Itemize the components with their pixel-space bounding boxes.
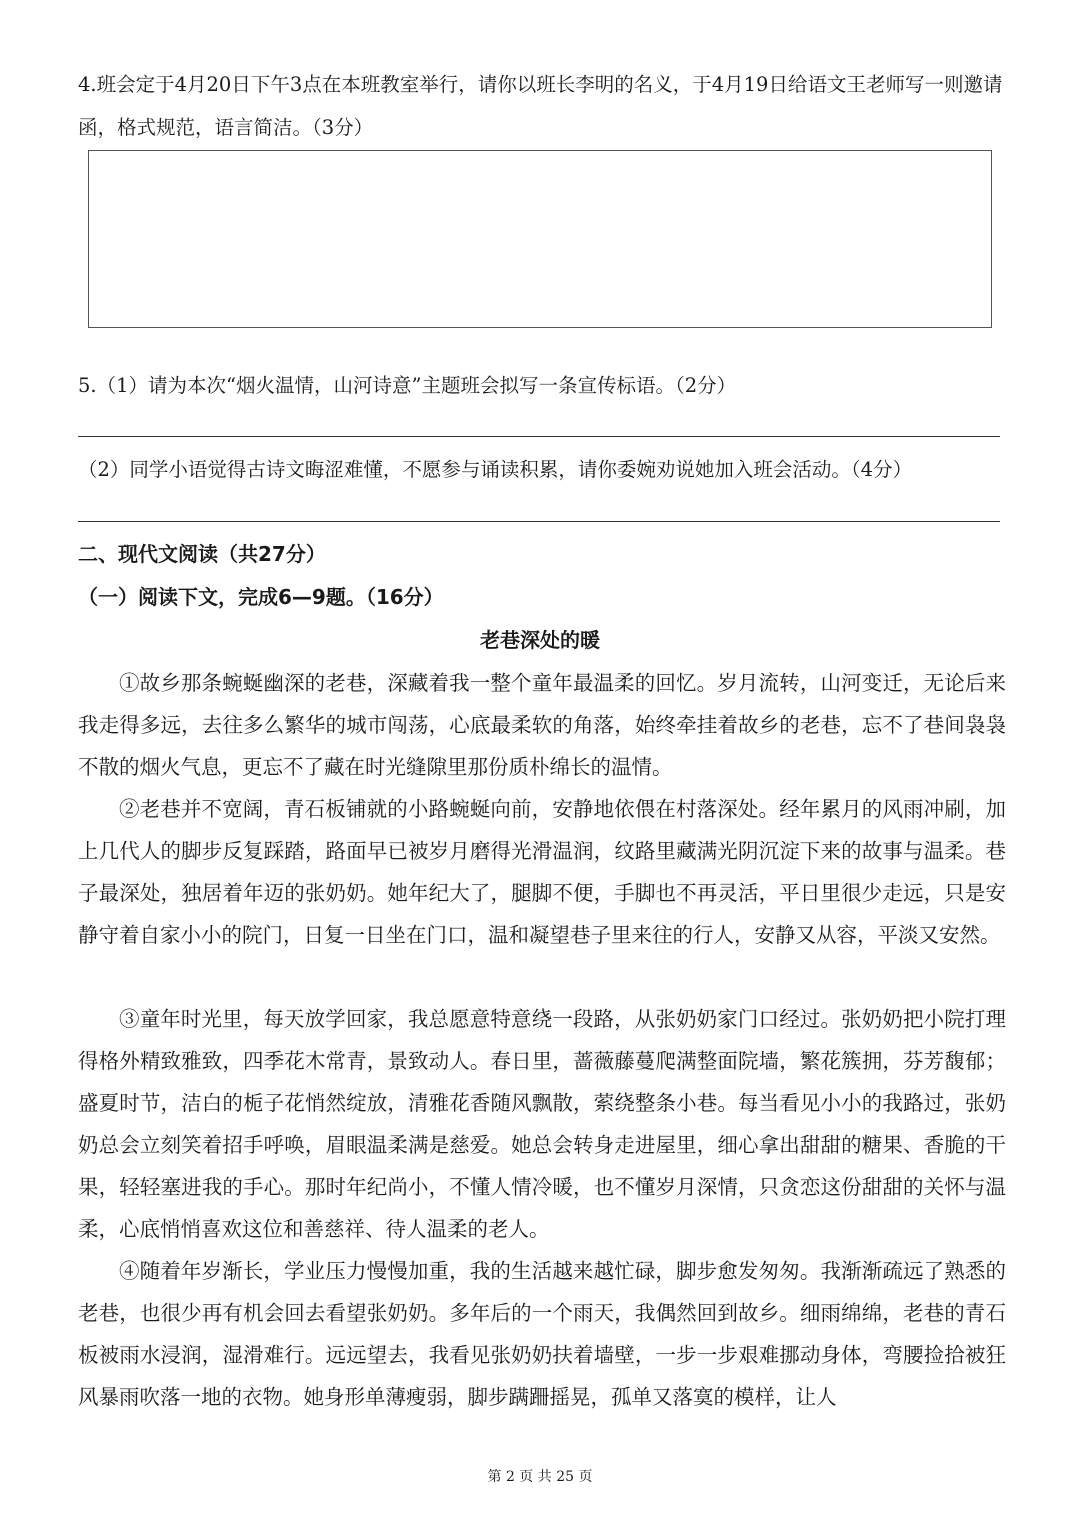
article-paragraph-4: ④随着年岁渐长，学业压力慢慢加重，我的生活越来越忙碌，脚步愈发匆匆。我渐渐疏远了熟悉的老巷，也很少再有机会回去看望张奶奶。多年后的一个雨天，我偶然回到故乡。细雨绵绵，老巷的青石板被雨水浸润，湿滑难行。远远望去，我看见张奶奶扶着墙壁，一步一步艰难挪动身体，弯腰捡拾被狂风暴雨吹落一地的衣物。她身形单薄瘦弱，脚步蹒跚摇晃，孤单又落寞的模样，让人 bbox=[78, 1259, 1006, 1409]
question-4: 4.班会定于4月20日下午3点在本班教室举行，请你以班长李明的名义，于4月19日给语文王老师写一则邀请函，格式规范，语言简洁。（3分） bbox=[78, 73, 1003, 139]
answer-line-question-5-part-2[interactable] bbox=[78, 521, 1000, 522]
answer-line-question-5-part-1[interactable] bbox=[78, 436, 1000, 437]
question-5-part-2: （2）同学小语觉得古诗文晦涩难懂，不愿参与诵读积累，请你委婉劝说她加入班会活动。（4分） bbox=[78, 458, 913, 481]
section-heading: 二、现代文阅读（共27分） bbox=[78, 542, 326, 566]
question-5-part-1: 5.（1）请为本次“烟火温情，山河诗意”主题班会拟写一条宣传标语。（2分） bbox=[78, 374, 737, 397]
article-paragraph-3: ③童年时光里，每天放学回家，我总愿意特意绕一段路，从张奶奶家门口经过。张奶奶把小院打理得格外精致雅致，四季花木常青，景致动人。春日里，蔷薇藤蔓爬满整面院墙，繁花簇拥，芬芳馥郁；盛夏时节，洁白的栀子花悄然绽放，清雅花香随风飘散，萦绕整条小巷。每当看见小小的我路过，张奶奶总会立刻笑着招手呼唤，眉眼温柔满是慈爱。她总会转身走进屋里，细心拿出甜甜的糖果、香脆的干果，轻轻塞进我的手心。那时年纪尚小，不懂人情冷暖，也不懂岁月深情，只贪恋这份甜甜的关怀与温柔，心底悄悄喜欢这位和善慈祥、待人温柔的老人。 bbox=[78, 1007, 1006, 1241]
article-paragraph-2: ②老巷并不宽阔，青石板铺就的小路蜿蜒向前，安静地依偎在村落深处。经年累月的风雨冲刷，加上几代人的脚步反复踩踏，路面早已被岁月磨得光滑温润，纹路里藏满光阴沉淀下来的故事与温柔。巷子最深处，独居着年迈的张奶奶。她年纪大了，腿脚不便，手脚也不再灵活，平日里很少走远，只是安静守着自家小小的院门，日复一日坐在门口，温和凝望巷子里来往的行人，安静又从容，平淡又安然。 bbox=[78, 797, 1006, 947]
article-title: 老巷深处的暖 bbox=[480, 628, 600, 652]
answer-box-question-4[interactable] bbox=[88, 150, 992, 328]
article-paragraph-1: ①故乡那条蜿蜒幽深的老巷，深藏着我一整个童年最温柔的回忆。岁月流转，山河变迁，无论后来我走得多远，去往多么繁华的城市闯荡，心底最柔软的角落，始终牵挂着故乡的老巷，忘不了巷间袅袅不散的烟火气息，更忘不了藏在时光缝隙里那份质朴绵长的温情。 bbox=[78, 671, 1006, 779]
subsection-heading: （一）阅读下文，完成6—9题。（16分） bbox=[78, 585, 444, 609]
page-number: 第 2 页 共 25 页 bbox=[487, 1469, 593, 1485]
